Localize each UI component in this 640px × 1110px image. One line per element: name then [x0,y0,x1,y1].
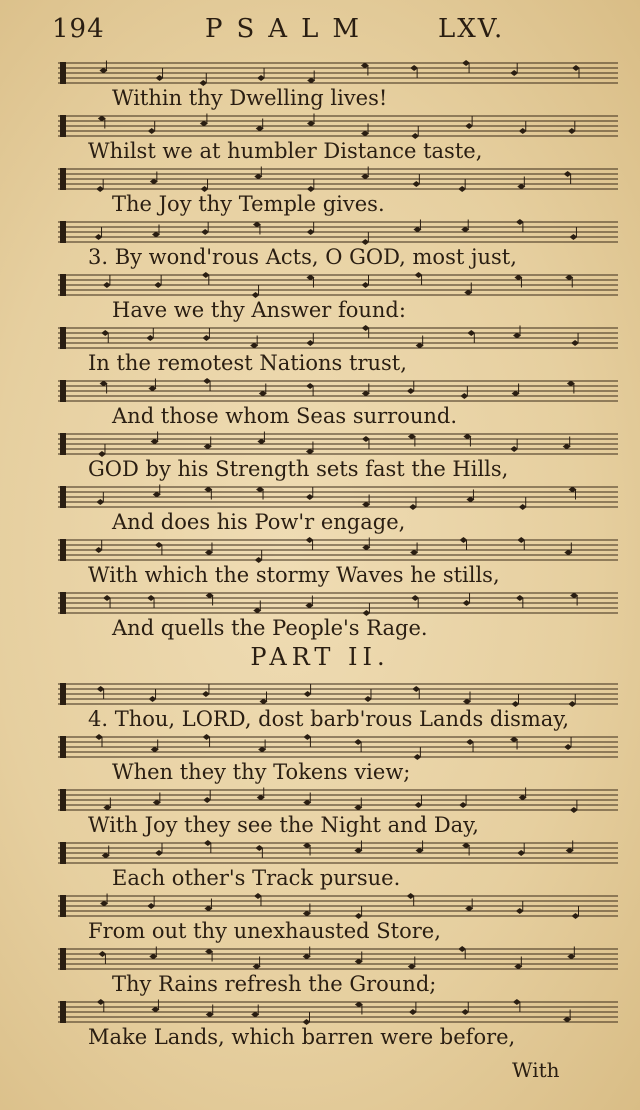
staff-lyric-row [0,429,640,482]
clef-mark [60,895,66,917]
music-staff [58,893,618,919]
lyric-line: And those whom Seas surround. [112,404,458,428]
music-staff-lines [58,325,618,351]
page-number: 194 [52,14,105,44]
verse-block-2 [0,679,640,1050]
clef-mark [60,948,66,970]
verse-block-1 [0,58,640,641]
music-staff [58,999,618,1025]
staff-lyric-row [0,164,640,217]
lyric-line: Whilst we at humbler Distance taste, [88,139,483,163]
music-staff [58,325,618,351]
music-staff [58,484,618,510]
staff-lyric-row [0,376,640,429]
music-staff-lines [58,60,618,86]
music-staff [58,946,618,972]
staff-lyric-row [0,785,640,838]
staff-lyric-row [0,270,640,323]
music-staff [58,166,618,192]
hymn-body [0,58,640,1050]
clef-mark [60,380,66,402]
running-title: PSALM [205,14,373,44]
lyric-line: In the remotest Nations trust, [88,351,407,375]
clef-mark [60,115,66,137]
lyric-line: 3. By wond'rous Acts, O GOD, most just, [88,245,517,269]
lyric-line: Thy Rains refresh the Ground; [112,972,437,996]
lyric-line: And does his Pow'r engage, [112,510,406,534]
music-staff [58,840,618,866]
lyric-line: And quells the People's Rage. [112,616,428,640]
music-staff-lines [58,166,618,192]
clef-mark [60,327,66,349]
music-staff-lines [58,219,618,245]
music-staff-lines [58,946,618,972]
music-staff-lines [58,378,618,404]
staff-lyric-row [0,944,640,997]
clef-mark [60,221,66,243]
music-staff [58,431,618,457]
lyric-line: With Joy they see the Night and Day, [88,813,479,837]
music-staff [58,219,618,245]
lyric-line: Make Lands, which barren were before, [88,1025,516,1049]
lyric-line: The Joy thy Temple gives. [112,192,385,216]
clef-mark [60,736,66,758]
staff-lyric-row [0,891,640,944]
lyric-line: Have we thy Answer found: [112,298,406,322]
music-staff [58,60,618,86]
lyric-line: 4. Thou, LORD, dost barb'rous Lands dismay, [88,707,570,731]
staff-lyric-row [0,323,640,376]
lyric-line: Within thy Dwelling lives! [112,86,388,110]
part-heading-row [0,641,640,679]
clef-mark [60,274,66,296]
staff-lyric-row [0,58,640,111]
staff-lyric-row [0,838,640,891]
clef-mark [60,486,66,508]
music-staff [58,590,618,616]
clef-mark [60,433,66,455]
music-staff-lines [58,999,618,1025]
music-staff [58,787,618,813]
staff-lyric-row [0,732,640,785]
music-staff-lines [58,840,618,866]
staff-lyric-row [0,535,640,588]
staff-lyric-row [0,482,640,535]
clef-mark [60,842,66,864]
music-staff [58,272,618,298]
clef-mark [60,1001,66,1023]
music-staff-lines [58,113,618,139]
clef-mark [60,592,66,614]
part-heading: PART II. [250,643,390,671]
staff-lyric-row [0,997,640,1050]
music-staff-lines [58,431,618,457]
lyric-line: With which the stormy Waves he stills, [88,563,500,587]
music-staff-lines [58,537,618,563]
clef-mark [60,168,66,190]
staff-lyric-row [0,588,640,641]
music-staff-lines [58,787,618,813]
music-staff-lines [58,734,618,760]
lyric-line: Each other's Track pursue. [112,866,401,890]
clef-mark [60,789,66,811]
music-staff-lines [58,590,618,616]
page-header [0,14,640,50]
lyric-line: GOD by his Strength sets fast the Hills, [88,457,509,481]
music-staff [58,378,618,404]
music-staff-lines [58,484,618,510]
clef-mark [60,62,66,84]
staff-lyric-row [0,217,640,270]
clef-mark [60,683,66,705]
clef-mark [60,539,66,561]
music-staff-lines [58,893,618,919]
music-staff [58,113,618,139]
staff-lyric-row [0,679,640,732]
music-staff [58,537,618,563]
lyric-line: From out thy unexhausted Store, [88,919,441,943]
music-staff [58,734,618,760]
psalm-number: LXV. [438,14,505,44]
staff-lyric-row [0,111,640,164]
music-staff-lines [58,681,618,707]
lyric-line: When they thy Tokens view; [112,760,411,784]
catchword: With [512,1058,560,1082]
music-staff-lines [58,272,618,298]
music-staff [58,681,618,707]
